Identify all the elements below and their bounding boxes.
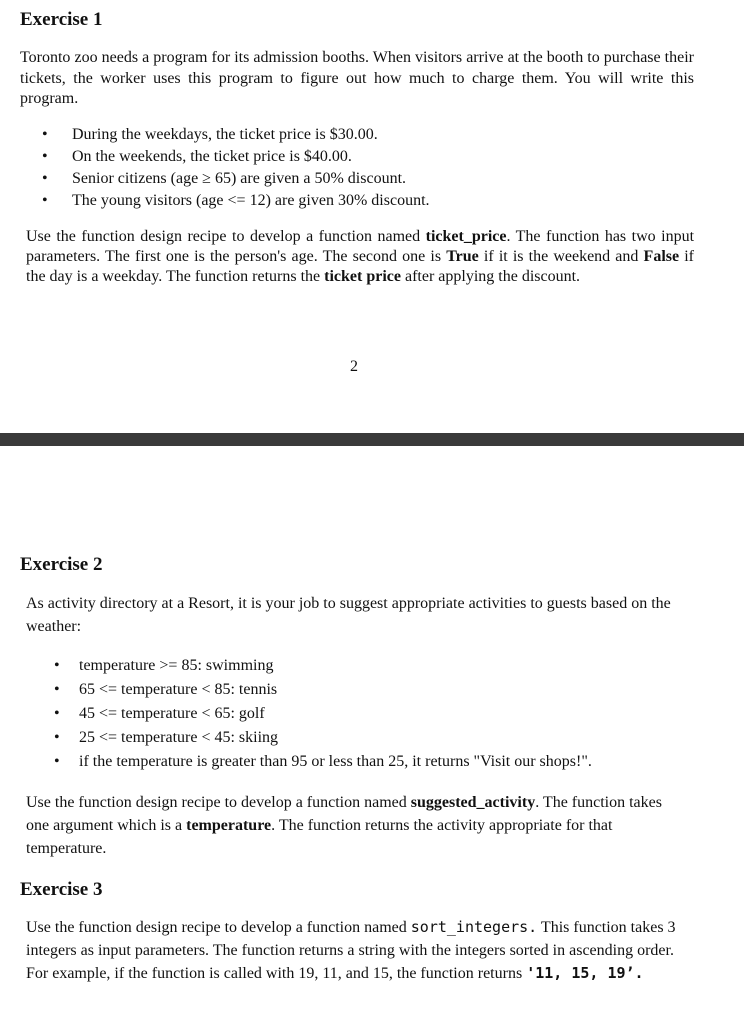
exercise-1-description: Use the function design recipe to develop a function named ticket_price. The function has two input parameters. The first one is the person's age. The second one is True if it is the weekend and False if the day is a weekday. The function returns the ticket price after applying the discount. <box>26 228 695 285</box>
exercise-2-bullet-list <box>54 654 592 774</box>
exercise-1-title: Exercise 1 <box>20 9 103 30</box>
exercise-2-description: Use the function design recipe to develop a function named suggested_activity. The function takes one argument which is a temperature. The function returns the activity appropriate for that temperature. <box>26 794 662 857</box>
list-item: • if the temperature is greater than 95 or less than 25, it returns "Visit our shops!". <box>54 750 592 774</box>
exercise-3-description: Use the function design recipe to develop a function named sort_integers. This function takes 3 integers as input parameters. The function returns a string with the integers sorted in ascending order. For example, if the function is called with 19, 11, and 15, the function returns '11, 15, 19’. <box>26 918 676 982</box>
false-keyword: False <box>643 248 680 265</box>
list-item: • 65 <= temperature < 85: tennis <box>54 678 592 702</box>
list-item: • The young visitors (age <= 12) are given 30% discount. <box>42 190 430 212</box>
list-item: • Senior citizens (age ≥ 65) are given a 50% discount. <box>42 168 430 190</box>
page-two <box>0 446 744 1024</box>
exercise-1-intro: Toronto zoo needs a program for its admission booths. When visitors arrive at the booth to purchase their tickets, the worker uses this program to figure out how much to charge them. You will write this program. <box>20 49 694 107</box>
function-name-suggested-activity: suggested_activity <box>410 794 536 811</box>
exercise-3-title: Exercise 3 <box>20 879 103 900</box>
page-one <box>0 0 744 433</box>
example-return-value: '11, 15, 19’. <box>526 964 644 982</box>
true-keyword: True <box>446 248 479 265</box>
list-item: • On the weekends, the ticket price is $40.00. <box>42 146 430 168</box>
function-name-ticket-price: ticket_price <box>425 228 507 245</box>
page-divider <box>0 433 744 446</box>
list-item: • 25 <= temperature < 45: skiing <box>54 726 592 750</box>
function-name-sort-integers: sort_integers. <box>410 918 538 936</box>
list-item: • During the weekdays, the ticket price is $30.00. <box>42 124 430 146</box>
list-item: • 45 <= temperature < 65: golf <box>54 702 592 726</box>
exercise-2-intro: As activity directory at a Resort, it is your job to suggest appropriate activities to guests based on the weather: <box>26 595 671 635</box>
page-number: 2 <box>350 358 358 375</box>
temperature-keyword: temperature <box>186 817 272 834</box>
exercise-1-bullet-list <box>42 124 430 212</box>
exercise-2-title: Exercise 2 <box>20 554 103 575</box>
list-item: • temperature >= 85: swimming <box>54 654 592 678</box>
ticket-price-phrase: ticket price <box>324 268 401 285</box>
